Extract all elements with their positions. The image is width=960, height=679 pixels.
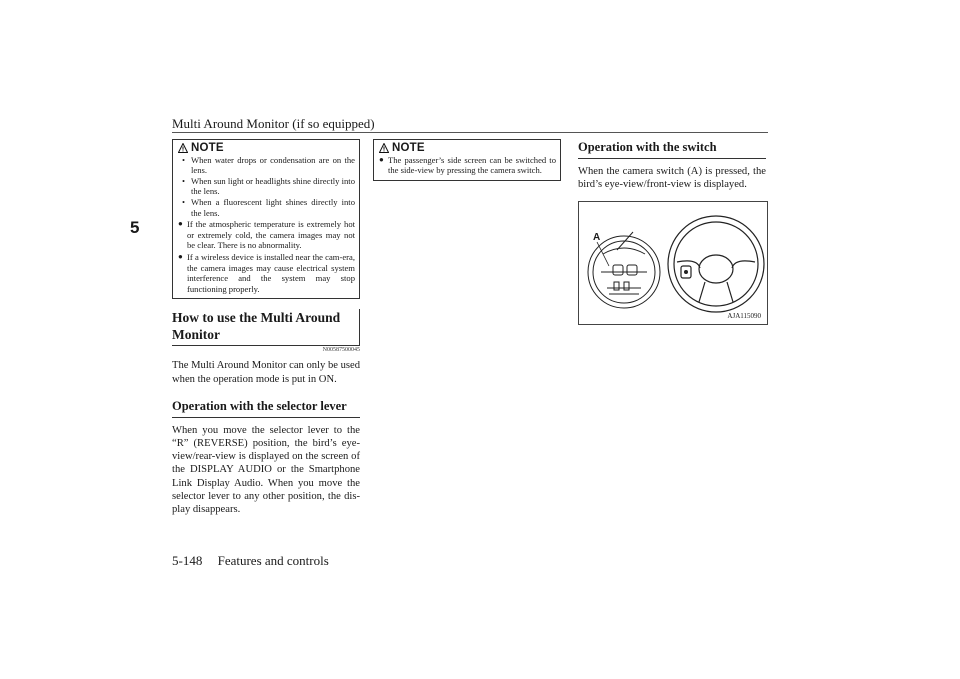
page-number: 5-148 <box>172 553 203 568</box>
section-code: N00587500045 <box>322 347 360 354</box>
note-box <box>373 139 561 181</box>
figure-caption: AJA115090 <box>727 312 761 321</box>
note-dash-item: • When sun light or headlights shine directly into the lens. <box>182 175 355 197</box>
note-bullet-item: ● If the atmospheric temperature is extremely hot or extremely cold, the camera images may not be clear. There is no abnormality. <box>178 219 355 251</box>
filled-circle-icon: ● <box>178 219 183 229</box>
section-heading-how-to-use: How to use the Multi Around Monitor <box>172 309 360 346</box>
note-title: NOTE <box>191 142 224 154</box>
dash-marker: • <box>182 196 186 207</box>
note-bullet-item: ● If a wireless device is installed near the cam-era, the camera images may cause electrical system interference and the system may stop functioning properly. <box>178 251 355 294</box>
footer <box>172 553 329 569</box>
switch-body: When the camera switch (A) is pressed, the bird’s eye-view/front-view is displayed. <box>578 166 766 191</box>
header-rule <box>172 132 768 133</box>
dash-marker: • <box>182 175 186 186</box>
note-bullet-item: ● The passenger’s side screen can be switched to the side-view by pressing the camera switch. <box>379 154 556 176</box>
note-header <box>178 143 355 154</box>
warning-triangle-icon <box>379 143 389 153</box>
filled-circle-icon: ● <box>379 154 384 164</box>
callout-label-a: A <box>593 232 601 244</box>
note-dash-item: • When a fluorescent light shines directly into the lens. <box>182 196 355 218</box>
note-dash-item: • When water drops or condensation are on the lens. <box>182 154 355 176</box>
note-title: NOTE <box>392 142 425 154</box>
how-to-use-body: The Multi Around Monitor can only be used when the operation mode is put in ON. <box>172 360 361 385</box>
footer-section-name: Features and controls <box>217 553 329 568</box>
header-title: Multi Around Monitor (if so equipped) <box>172 116 375 131</box>
chapter-tab: 5 <box>130 218 140 237</box>
filled-circle-icon: ● <box>178 251 183 261</box>
dash-marker: • <box>182 154 186 165</box>
note-box <box>172 139 360 299</box>
steering-wheel-figure <box>578 201 768 325</box>
sub-heading-selector-lever: Operation with the selector lever <box>172 398 360 418</box>
warning-triangle-icon <box>178 143 188 153</box>
steering-wheel-illustration <box>579 202 769 326</box>
column-right <box>578 139 766 325</box>
selector-lever-body: When you move the selector lever to the “R” (REVERSE) position, the bird’s eye-view/rear-view is displayed on the screen of the DISPLAY AUDIO or the Smartphone Link Display Audio. When you move the selector lever to any other position, the dis-play disappears. <box>172 424 360 515</box>
column-middle <box>373 139 561 181</box>
sub-heading-switch: Operation with the switch <box>578 139 766 159</box>
column-left <box>172 139 360 516</box>
note-header <box>379 143 556 154</box>
